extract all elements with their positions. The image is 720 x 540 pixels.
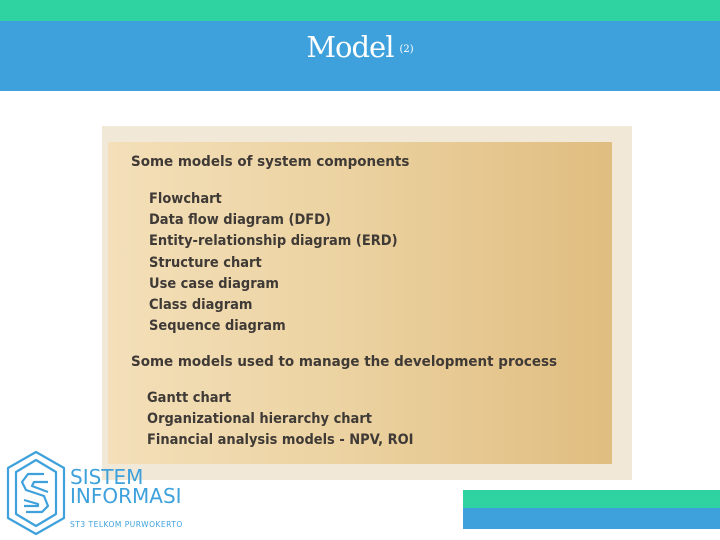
top-accent-bar [0,0,720,21]
list-item: Structure chart [149,255,262,271]
corner-accent-green [463,490,720,508]
logo-text-institution: ST3 TELKOM PURWOKERTO [70,520,183,529]
slide-title-text: Model [306,30,394,64]
list-item: Use case diagram [149,276,279,292]
panel-heading-process: Some models used to manage the development process [131,354,558,370]
list-item: Financial analysis models - NPV, ROI [147,432,414,448]
sistem-informasi-logo-icon [4,450,68,536]
list-item: Sequence diagram [149,318,286,334]
logo-text-informasi: INFORMASI [70,484,182,508]
list-item: Class diagram [149,297,253,313]
list-item: Data flow diagram (DFD) [149,212,331,228]
list-item: Entity-relationship diagram (ERD) [149,233,398,249]
logo-text-sistem: SISTEM [70,465,144,489]
list-item: Flowchart [149,191,222,207]
slide-title-number: (2) [399,43,414,55]
slide-title [0,30,720,64]
panel-heading-components: Some models of system components [131,154,410,170]
list-item: Organizational hierarchy chart [147,411,373,427]
corner-accent-blue [463,508,720,529]
list-item: Gantt chart [147,390,232,406]
